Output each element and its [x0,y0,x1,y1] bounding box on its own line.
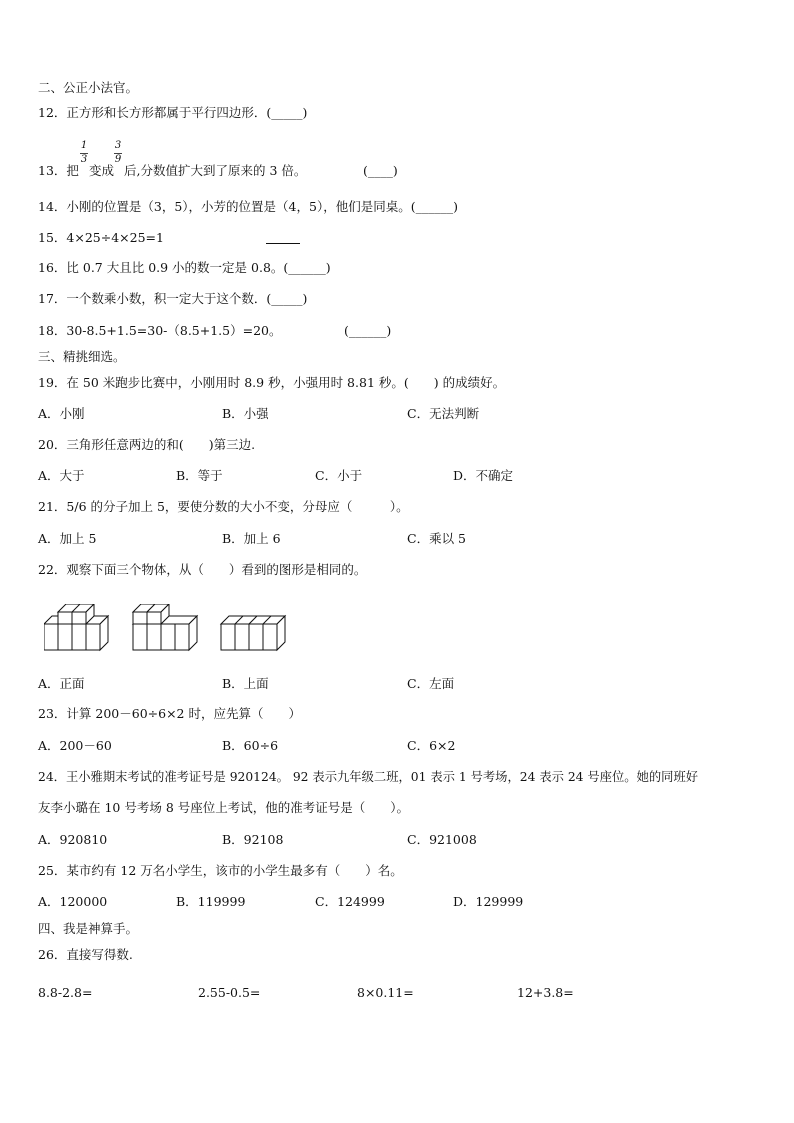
figure-2 [133,604,197,650]
figure-3 [221,616,285,650]
q18-blank: (______) [344,323,392,338]
q15-answer-line [266,243,300,244]
section-title-4: 四、我是神算手。 [38,921,139,936]
q20-option-a[interactable]: A．大于 [38,468,85,483]
question-24-line2: 友李小璐在 10 号考场 8 号座位上考试，他的准考证号是（ ）。 [38,800,410,815]
q13-frac2-den: 9 [114,154,122,165]
q20-option-b[interactable]: B．等于 [176,468,223,483]
q20-option-d[interactable]: D．不确定 [453,468,514,483]
q13-blank: (____) [363,163,398,178]
q22-cube-figures [44,604,289,654]
q21-option-c[interactable]: C．乘以 5 [407,531,466,546]
q26-item-2: 2.55-0.5= [198,985,261,1000]
q25-option-d[interactable]: D．129999 [453,894,524,909]
section-title-2: 二、公正小法官。 [38,80,139,95]
q19-option-b[interactable]: B．小强 [222,406,269,421]
q13-frac2-num: 3 [114,140,122,151]
q21-option-b[interactable]: B．加上 6 [222,531,281,546]
question-12: 12．正方形和长方形都属于平行四边形．(_____) [38,105,308,120]
q23-option-c[interactable]: C．6×2 [407,738,456,753]
q19-option-c[interactable]: C．无法判断 [407,406,480,421]
q22-option-b[interactable]: B．上面 [222,676,269,691]
question-14: 14．小刚的位置是（3，5），小芳的位置是（4，5），他们是同桌。(______) [38,199,458,214]
q24-option-b[interactable]: B．92108 [222,832,284,847]
question-25: 25．某市约有 12 万名小学生，该市的小学生最多有（ ）名。 [38,863,403,878]
section-title-3: 三、精挑细选。 [38,349,126,364]
question-21: 21．5/6 的分子加上 5，要使分数的大小不变，分母应（ ）。 [38,499,409,514]
q23-option-b[interactable]: B．60÷6 [222,738,279,753]
q23-option-a[interactable]: A．200－60 [38,738,112,753]
q22-option-c[interactable]: C．左面 [407,676,455,691]
question-15: 15．4×25÷4×25=1 [38,230,164,245]
question-16: 16．比 0.7 大且比 0.9 小的数一定是 0.8。(______) [38,260,331,275]
q13-suffix: 后,分数值扩大到了原来的 3 倍。 [124,163,307,178]
question-22: 22．观察下面三个物体，从（ ）看到的图形是相同的。 [38,562,367,577]
q22-option-a[interactable]: A．正面 [38,676,85,691]
question-26: 26．直接写得数. [38,947,133,962]
question-18: 18．30-8.5+1.5=30-（8.5+1.5）=20。 [38,323,282,338]
q26-item-3: 8×0.11= [357,985,414,1000]
q25-option-c[interactable]: C．124999 [315,894,385,909]
q13-prefix: 13．把 [38,163,79,178]
q24-option-c[interactable]: C．921008 [407,832,477,847]
question-20: 20．三角形任意两边的和( )第三边. [38,437,256,452]
q24-option-a[interactable]: A．920810 [38,832,108,847]
question-24-line1: 24．王小雅期末考试的准考证号是 920124。 92 表示九年级二班，01 表示 1 号考场，24 表示 24 号座位。她的同班好 [38,770,699,784]
q20-option-c[interactable]: C．小于 [315,468,363,483]
q26-item-4: 12+3.8= [517,985,574,1000]
question-17: 17．一个数乘小数，积一定大于这个数．(_____) [38,291,308,306]
q25-option-a[interactable]: A．120000 [38,894,108,909]
question-19: 19．在 50 米跑步比赛中，小刚用时 8.9 秒，小强用时 8.81 秒。( ) 的成绩好。 [38,375,506,390]
figure-1 [44,604,108,650]
q13-frac1-den: 3 [80,154,88,165]
q19-option-a[interactable]: A．小刚 [38,406,85,421]
q26-item-1: 8.8-2.8= [38,985,93,1000]
q21-option-a[interactable]: A．加上 5 [38,531,97,546]
question-23: 23．计算 200－60÷6×2 时，应先算（ ） [38,706,301,721]
q13-middle: 变成 [89,163,115,178]
q25-option-b[interactable]: B．119999 [176,894,246,909]
q13-frac1-num: 1 [80,140,88,151]
